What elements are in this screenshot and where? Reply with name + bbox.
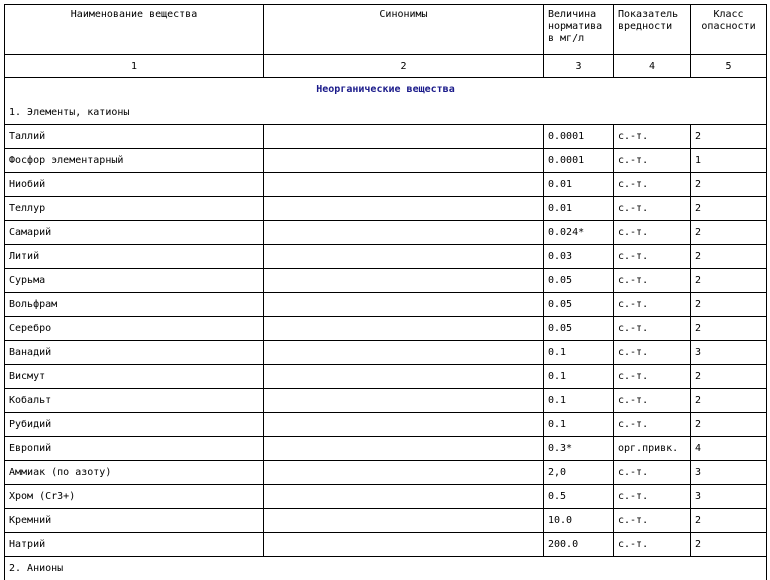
hazard-class: 2 (691, 317, 767, 341)
hazard-class: 2 (691, 125, 767, 149)
substance-name: Литий (5, 245, 264, 269)
column-number: 2 (264, 55, 544, 78)
hazard-indicator: с.-т. (614, 365, 691, 389)
column-number: 4 (614, 55, 691, 78)
hazard-class: 2 (691, 293, 767, 317)
substance-synonym (264, 365, 544, 389)
norm-value: 10.0 (544, 509, 614, 533)
hazard-indicator: с.-т. (614, 389, 691, 413)
hazard-class: 2 (691, 245, 767, 269)
substance-synonym (264, 509, 544, 533)
substance-synonym (264, 317, 544, 341)
hazard-indicator: с.-т. (614, 149, 691, 173)
norm-value: 200.0 (544, 533, 614, 557)
norm-value: 0.1 (544, 365, 614, 389)
substance-name: Ниобий (5, 173, 264, 197)
section-title-row (5, 78, 767, 102)
header-hazard-class: Класс опасности (691, 5, 767, 55)
hazard-indicator: с.-т. (614, 413, 691, 437)
norm-value: 0.0001 (544, 149, 614, 173)
group-title-row (5, 101, 767, 125)
table-row (5, 341, 767, 365)
table-row (5, 365, 767, 389)
norms-table (4, 4, 767, 580)
substance-synonym (264, 245, 544, 269)
substance-name: Сурьма (5, 269, 264, 293)
hazard-class: 2 (691, 533, 767, 557)
group-title: 1. Элементы, катионы (5, 101, 767, 125)
table-row (5, 197, 767, 221)
substance-synonym (264, 389, 544, 413)
hazard-indicator: с.-т. (614, 533, 691, 557)
header-indicator: Показатель вредности (614, 5, 691, 55)
section-title: Неорганические вещества (5, 78, 767, 102)
substance-name: Аммиак (по азоту) (5, 461, 264, 485)
norm-value: 0.5 (544, 485, 614, 509)
column-numbers-row (5, 55, 767, 78)
table-row (5, 437, 767, 461)
table-row (5, 509, 767, 533)
substance-synonym (264, 293, 544, 317)
substance-name: Вольфрам (5, 293, 264, 317)
hazard-class: 3 (691, 485, 767, 509)
hazard-class: 2 (691, 269, 767, 293)
hazard-class: 3 (691, 461, 767, 485)
substance-name: Самарий (5, 221, 264, 245)
substance-synonym (264, 461, 544, 485)
substance-synonym (264, 125, 544, 149)
substance-name: Натрий (5, 533, 264, 557)
substance-name: Таллий (5, 125, 264, 149)
header-synonyms: Синонимы (264, 5, 544, 55)
table-row (5, 293, 767, 317)
table-row (5, 317, 767, 341)
hazard-indicator: с.-т. (614, 485, 691, 509)
table-row (5, 389, 767, 413)
hazard-indicator: с.-т. (614, 509, 691, 533)
substance-synonym (264, 413, 544, 437)
substance-name: Теллур (5, 197, 264, 221)
hazard-indicator: с.-т. (614, 197, 691, 221)
table-row (5, 533, 767, 557)
hazard-class: 2 (691, 173, 767, 197)
group-title: 2. Анионы (5, 557, 767, 580)
substance-name: Рубидий (5, 413, 264, 437)
substance-name: Кобальт (5, 389, 264, 413)
substance-synonym (264, 485, 544, 509)
hazard-indicator: с.-т. (614, 269, 691, 293)
table-row (5, 125, 767, 149)
substance-name: Фосфор элементарный (5, 149, 264, 173)
norm-value: 0.03 (544, 245, 614, 269)
hazard-class: 1 (691, 149, 767, 173)
norm-value: 0.05 (544, 317, 614, 341)
hazard-indicator: с.-т. (614, 125, 691, 149)
hazard-class: 2 (691, 197, 767, 221)
hazard-class: 4 (691, 437, 767, 461)
norm-value: 2,0 (544, 461, 614, 485)
hazard-indicator: с.-т. (614, 317, 691, 341)
substance-name: Ванадий (5, 341, 264, 365)
hazard-indicator: орг.привк. (614, 437, 691, 461)
substance-name: Серебро (5, 317, 264, 341)
table-row (5, 149, 767, 173)
header-name: Наименование вещества (5, 5, 264, 55)
table-row (5, 221, 767, 245)
column-number: 5 (691, 55, 767, 78)
table-row (5, 173, 767, 197)
column-number: 3 (544, 55, 614, 78)
table-row (5, 269, 767, 293)
substance-synonym (264, 341, 544, 365)
header-norm-value: Величина норматива в мг/л (544, 5, 614, 55)
substance-synonym (264, 269, 544, 293)
hazard-class: 2 (691, 413, 767, 437)
hazard-indicator: с.-т. (614, 461, 691, 485)
substance-name: Хром (Cr3+) (5, 485, 264, 509)
hazard-class: 2 (691, 389, 767, 413)
hazard-indicator: с.-т. (614, 293, 691, 317)
substance-synonym (264, 173, 544, 197)
hazard-indicator: с.-т. (614, 341, 691, 365)
header-row (5, 5, 767, 55)
norm-value: 0.1 (544, 413, 614, 437)
substance-name: Кремний (5, 509, 264, 533)
table-row (5, 485, 767, 509)
norm-value: 0.024* (544, 221, 614, 245)
hazard-class: 3 (691, 341, 767, 365)
hazard-indicator: с.-т. (614, 173, 691, 197)
norm-value: 0.01 (544, 173, 614, 197)
hazard-indicator: с.-т. (614, 221, 691, 245)
substance-name: Висмут (5, 365, 264, 389)
norm-value: 0.05 (544, 293, 614, 317)
substance-synonym (264, 533, 544, 557)
norm-value: 0.3* (544, 437, 614, 461)
norm-value: 0.1 (544, 341, 614, 365)
substance-synonym (264, 437, 544, 461)
norm-value: 0.0001 (544, 125, 614, 149)
substance-synonym (264, 221, 544, 245)
column-number: 1 (5, 55, 264, 78)
hazard-indicator: с.-т. (614, 245, 691, 269)
norm-value: 0.05 (544, 269, 614, 293)
substance-name: Европий (5, 437, 264, 461)
hazard-class: 2 (691, 221, 767, 245)
table-row (5, 461, 767, 485)
norm-value: 0.1 (544, 389, 614, 413)
substance-synonym (264, 149, 544, 173)
norm-value: 0.01 (544, 197, 614, 221)
substance-synonym (264, 197, 544, 221)
hazard-class: 2 (691, 509, 767, 533)
group-title-row (5, 557, 767, 580)
table-row (5, 413, 767, 437)
hazard-class: 2 (691, 365, 767, 389)
table-row (5, 245, 767, 269)
